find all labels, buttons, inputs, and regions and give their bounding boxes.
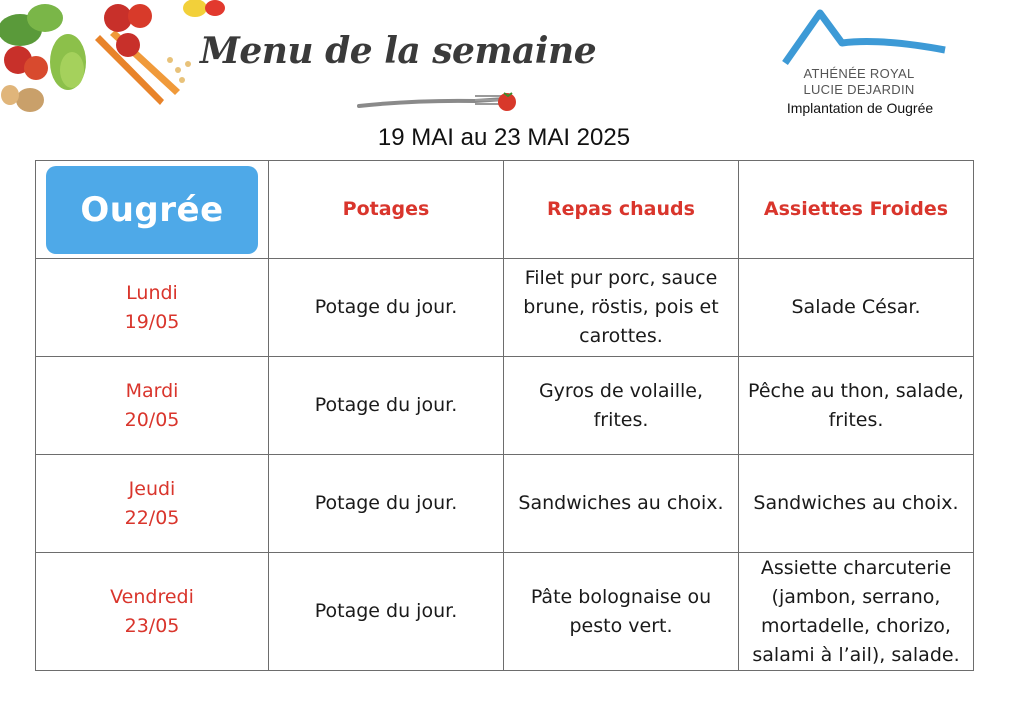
potage-cell: Potage du jour. (269, 455, 504, 553)
day-date: 20/05 (124, 408, 180, 431)
logo-line-2: LUCIE DEJARDIN (803, 82, 915, 97)
day-cell (36, 259, 269, 357)
day-date: 23/05 (124, 614, 180, 637)
day-cell (36, 455, 269, 553)
day-cell (36, 357, 269, 455)
potage-cell: Potage du jour. (269, 259, 504, 357)
day-cell (36, 553, 269, 671)
repas-chaud-cell: Gyros de volaille, frites. (504, 357, 739, 455)
day-name: Lundi (126, 281, 178, 304)
logo-roof-icon (780, 8, 950, 68)
table-row (36, 553, 974, 671)
repas-chaud-cell: Pâte bolognaise ou pesto vert. (504, 553, 739, 671)
assiette-froide-cell: Assiette charcuterie (jambon, serrano, mortadelle, chorizo, salami à l’ail), salade. (739, 553, 974, 671)
column-header-assiettes-froides: Assiettes Froides (739, 161, 974, 259)
day-date: 19/05 (124, 310, 180, 333)
column-header-repas-chauds: Repas chauds (504, 161, 739, 259)
day-name: Jeudi (128, 477, 176, 500)
logo-subtitle: Implantation de Ougrée (786, 100, 934, 116)
location-cell (36, 161, 269, 259)
potage-cell: Potage du jour. (269, 357, 504, 455)
table-row (36, 259, 974, 357)
assiette-froide-cell: Pêche au thon, salade, frites. (739, 357, 974, 455)
logo-line-1: ATHÉNÉE ROYAL (803, 66, 915, 81)
assiette-froide-cell: Salade César. (739, 259, 974, 357)
school-logo (770, 8, 970, 128)
day-name: Vendredi (110, 585, 194, 608)
table-row (36, 455, 974, 553)
potage-cell: Potage du jour. (269, 553, 504, 671)
day-date: 22/05 (124, 506, 180, 529)
menu-table (35, 160, 974, 671)
repas-chaud-cell: Filet pur porc, sauce brune, röstis, pois et carottes. (504, 259, 739, 357)
repas-chaud-cell: Sandwiches au choix. (504, 455, 739, 553)
table-header-row (36, 161, 974, 259)
week-dates: 19 MAI au 23 MAI 2025 (377, 124, 631, 151)
table-row (36, 357, 974, 455)
assiette-froide-cell: Sandwiches au choix. (739, 455, 974, 553)
page-title: Menu de la semaine (200, 30, 597, 72)
fork-icon (355, 88, 525, 114)
column-header-potages: Potages (269, 161, 504, 259)
day-name: Mardi (125, 379, 179, 402)
location-badge: Ougrée (46, 166, 258, 254)
